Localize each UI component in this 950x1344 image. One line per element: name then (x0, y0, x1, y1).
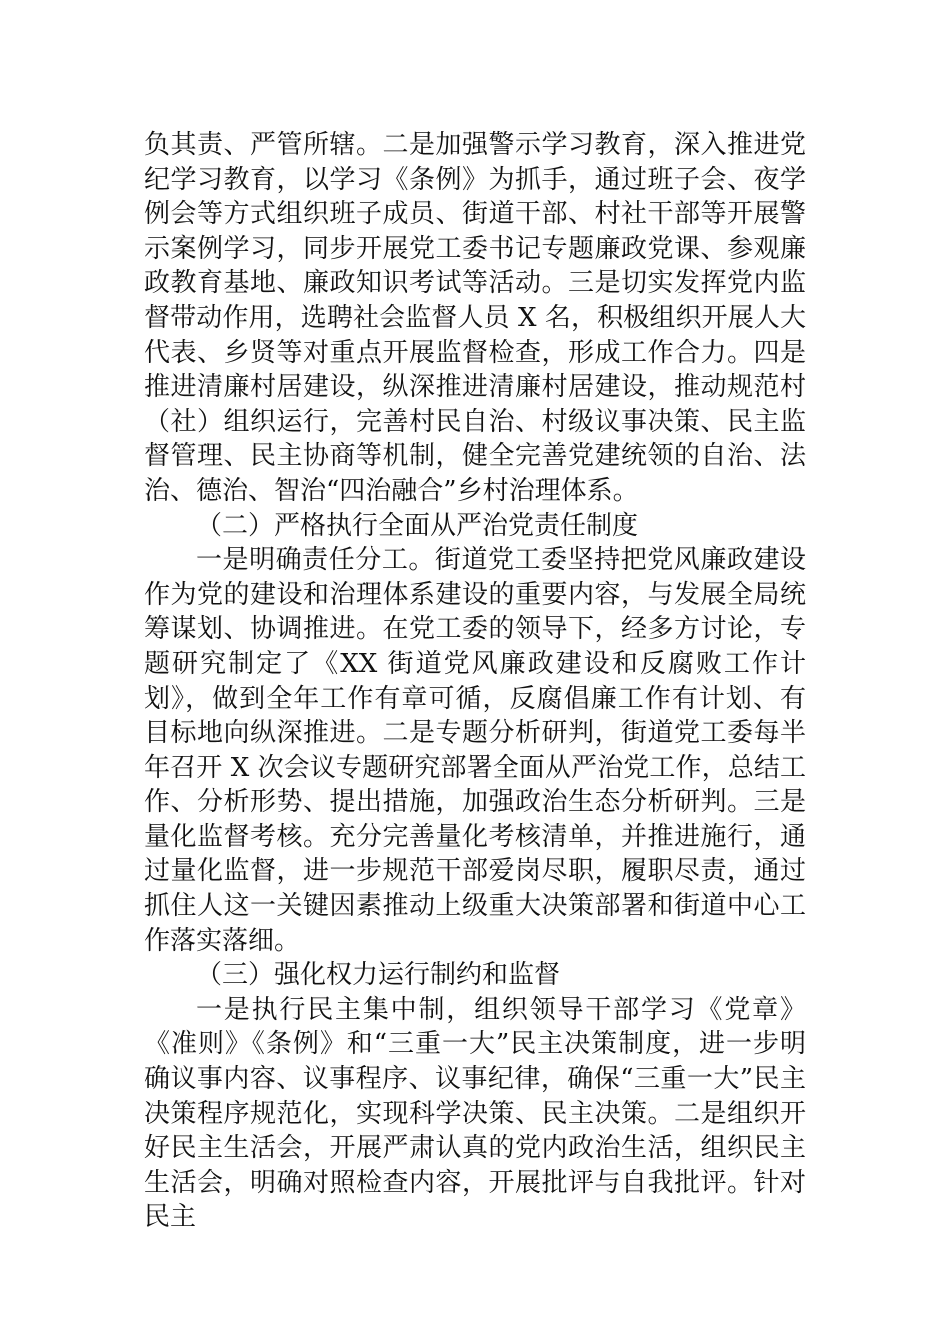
document-page (144, 128, 806, 1235)
paragraph-power-supervision: 一是执行民主集中制，组织领导干部学习《党章》《准则》《条例》和“三重一大”民主决策制度，进一步明确议事内容、议事程序、议事纪律，确保“三重一大”民主决策程序规范化，实现科学决策、民主决策。二是组织开好民主生活会，开展严肃认真的党内政治生活，组织民主生活会，明确对照检查内容，开展批评与自我批评。针对民主 (144, 994, 806, 1233)
section-heading-three: （三）强化权力运行制约和监督 (196, 960, 561, 991)
paragraph-responsibility: 一是明确责任分工。街道党工委坚持把党风廉政建设作为党的建设和治理体系建设的重要内容，与发展全局统筹谋划、协调推进。在党工委的领导下，经多方讨论，专题研究制定了《XX 街道党风廉政建设和反腐败工作计划》，做到全年工作有章可循，反腐倡廉工作有计划、有目标地向纵深推进。二是专题分析研判，街道党工委每半年召开 X 次会议专题研究部署全面从严治党工作，总结工作、分析形势、提出措施，加强政治生态分析研判。三是量化监督考核。充分完善量化考核清单，并推进施行，通过量化监督，进一步规范干部爱岗尽职，履职尽责，通过抓住人这一关键因素推动上级重大决策部署和街道中心工作落实落细。 (144, 545, 806, 956)
section-heading-two: （二）严格执行全面从严治党责任制度 (196, 510, 639, 541)
paragraph-warning-education: 负其责、严管所辖。二是加强警示学习教育，深入推进党纪学习教育，以学习《条例》为抓手，通过班子会、夜学例会等方式组织班子成员、街道干部、村社干部等开展警示案例学习，同步开展党工委书记专题廉政党课、参观廉政教育基地、廉政知识考试等活动。三是切实发挥党内监督带动作用，选聘社会监督人员 X 名，积极组织开展人大代表、乡贤等对重点开展监督检查，形成工作合力。四是推进清廉村居建设，纵深推进清廉村居建设，推动规范村（社）组织运行，完善村民自治、村级议事决策、民主监督管理、民主协商等机制，健全完善党建统领的自治、法治、德治、智治“四治融合”乡村治理体系。 (144, 130, 806, 506)
